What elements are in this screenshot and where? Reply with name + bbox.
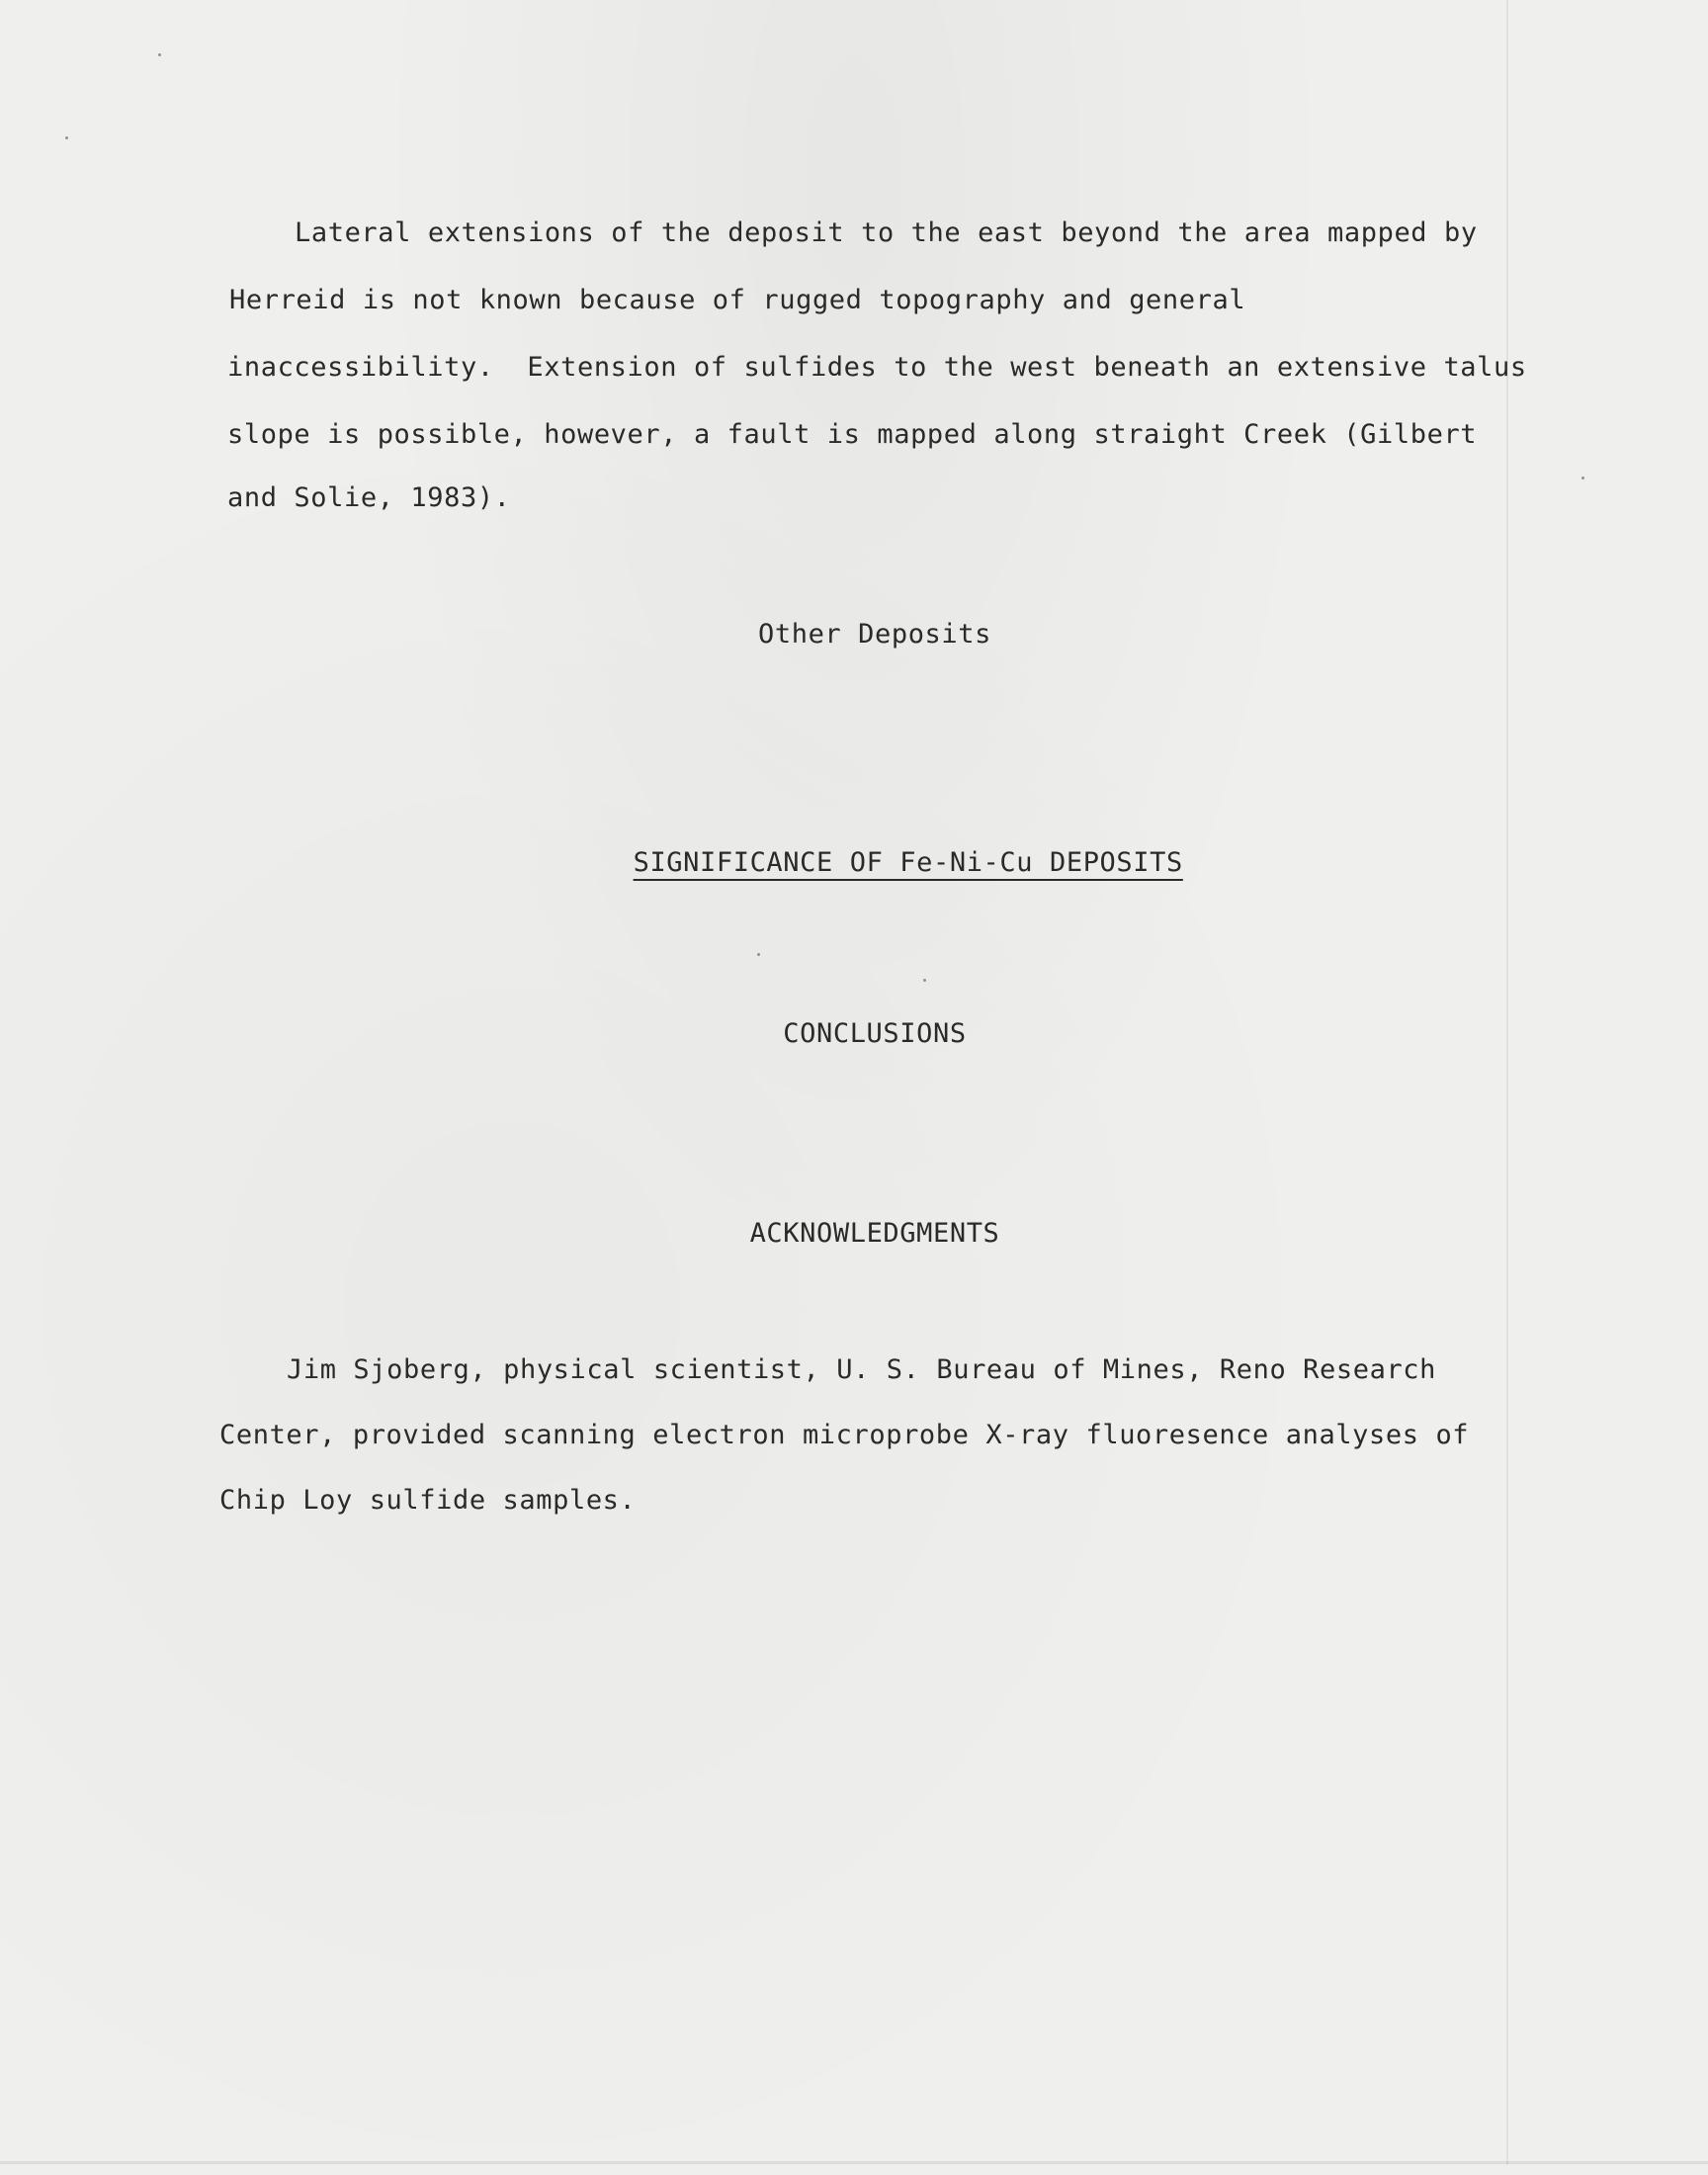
paragraph2-line-3: Chip Loy sulfide samples. [219,1485,637,1516]
heading-acknowledgments: ACKNOWLEDGMENTS [749,1218,1000,1249]
heading-significance [0,823,1708,903]
paragraph2-line-2: Center, provided scanning electron microprobe X-ray fluoresence analyses of [219,1420,1470,1450]
heading-significance-text: SIGNIFICANCE OF Fe-Ni-Cu DEPOSITS [633,847,1183,878]
paragraph1-line-1: Lateral extensions of the deposit to the east beyond the area mapped by [295,218,1478,248]
paragraph1-line-2: Herreid is not known because of rugged topography and general [229,285,1246,315]
scan-speck [65,136,68,139]
paragraph1-line-3: inaccessibility. Extension of sulfides to the west beneath an extensive talus [227,352,1527,383]
paragraph1-line-4: slope is possible, however, a fault is mapped along straight Creek (Gilbert [227,419,1478,450]
page-edge-right [1506,0,1508,2165]
heading-other-deposits: Other Deposits [758,619,991,650]
scan-speck [1581,477,1584,479]
paragraph2-line-1: Jim Sjoberg, physical scientist, U. S. Bureau of Mines, Reno Research [287,1354,1437,1385]
scan-speck [757,953,760,956]
paragraph1-line-5: and Solie, 1983). [227,482,511,513]
scan-speck [923,979,926,982]
page-edge-bottom [0,2161,1708,2164]
heading-conclusions: CONCLUSIONS [783,1018,967,1049]
scan-speck [158,53,161,56]
